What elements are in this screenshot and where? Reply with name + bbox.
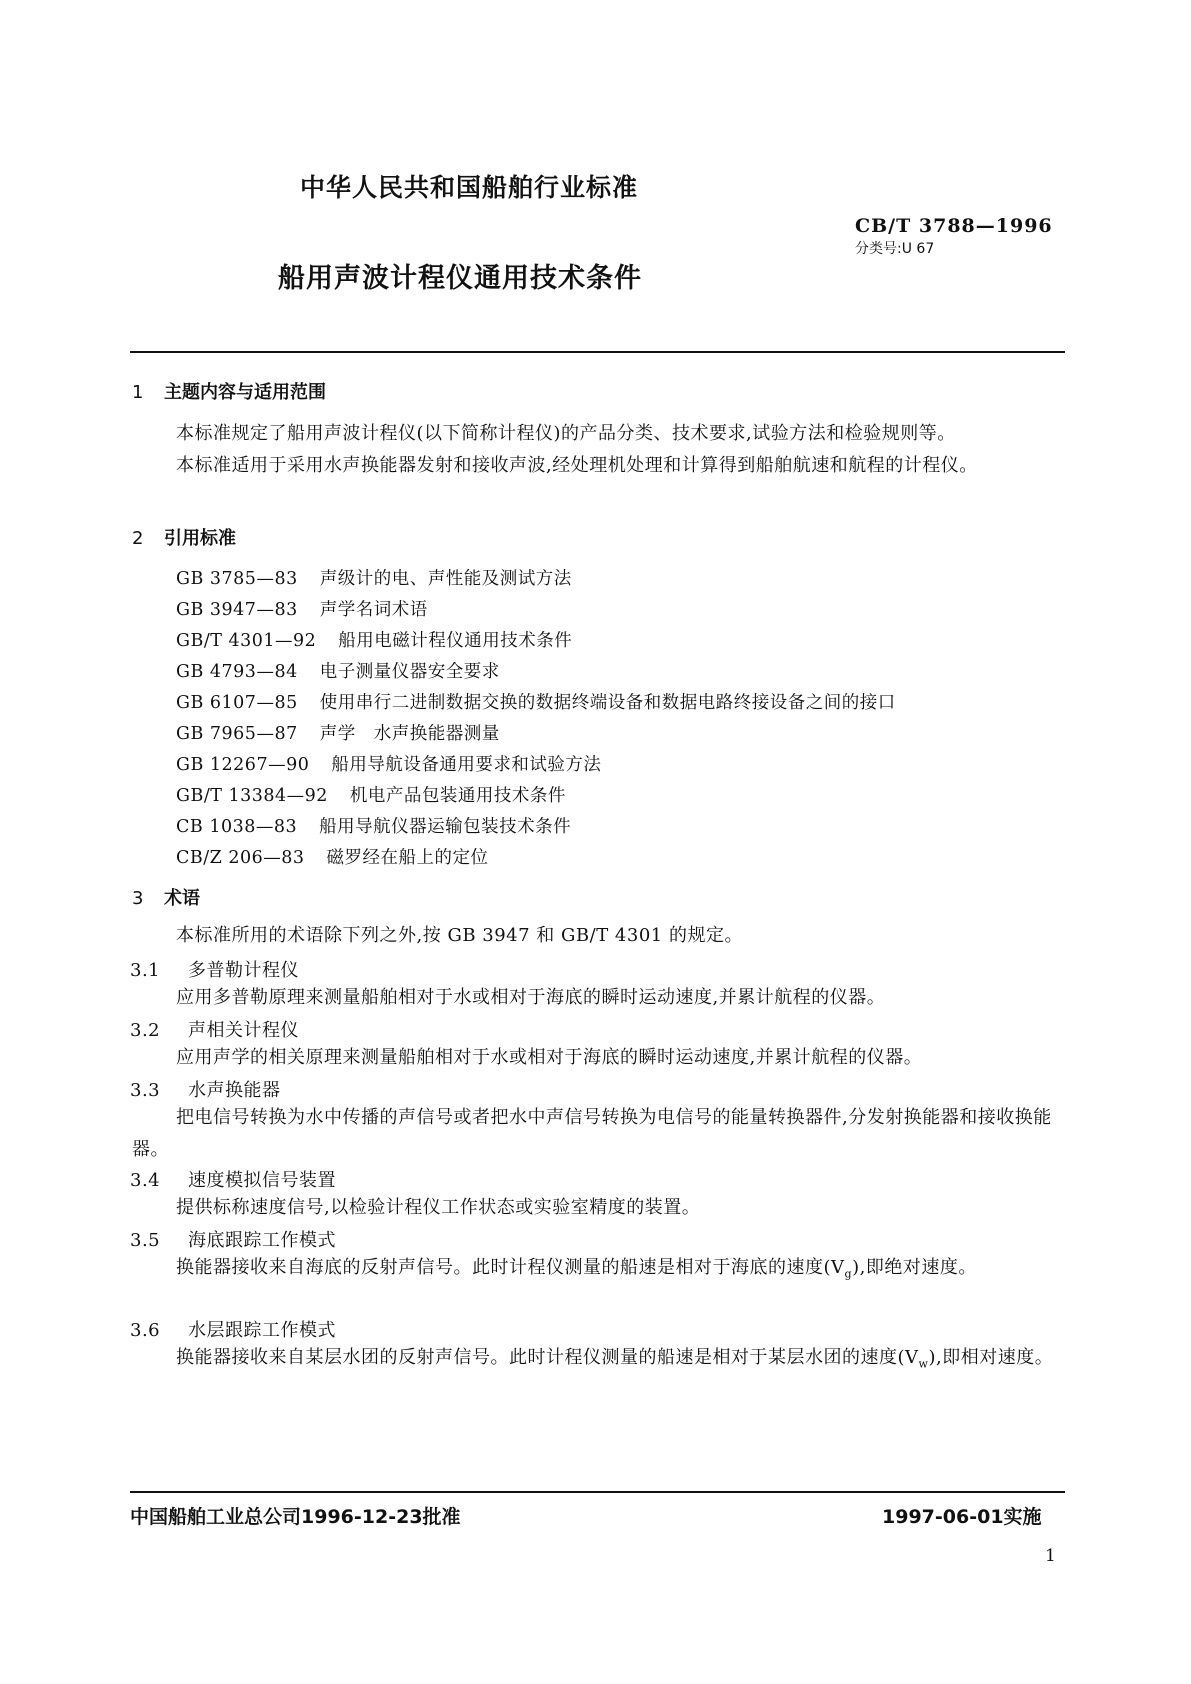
section-title: 术语: [164, 888, 200, 909]
term-number: 3.4: [130, 1170, 161, 1191]
term-definition: 把电信号转换为水中传播的声信号或者把水中声信号转换为电信号的能量转换器件,分发射换能器和接收换能器。: [132, 1107, 1052, 1160]
approval-statement: 中国船舶工业总公司1996-12-23批准: [130, 1506, 461, 1528]
term-heading: [130, 1316, 336, 1342]
term-heading: [130, 956, 299, 982]
term-heading: [130, 1226, 336, 1252]
section-1-paragraph-2: 本标准适用于采用水声换能器发射和接收声波,经处理机处理和计算得到船舶航速和航程的计程仪。: [176, 455, 978, 476]
reference-item: [176, 720, 500, 745]
term-number: 3.6: [130, 1320, 161, 1341]
reference-code: GB/T 13384—92: [176, 786, 328, 806]
term-name: 声相关计程仪: [188, 1020, 299, 1041]
term-heading: [130, 1166, 336, 1192]
section-title: 引用标准: [164, 528, 236, 549]
subscript: g: [844, 1267, 853, 1281]
term-definition: 提供标称速度信号,以检验计程仪工作状态或实验室精度的装置。: [176, 1197, 701, 1218]
classification-number: 分类号:U 67: [855, 241, 935, 257]
reference-item: [176, 689, 896, 714]
reference-title: 磁罗经在船上的定位: [326, 848, 489, 868]
term-heading: [130, 1076, 281, 1102]
reference-item: [176, 658, 500, 683]
page-number: 1: [1045, 1546, 1056, 1566]
term-number: 3.5: [130, 1230, 161, 1251]
section-2-heading: [132, 524, 236, 550]
term-definition: [132, 1342, 1062, 1381]
section-1-heading: [132, 378, 326, 404]
term-definition: 应用声学的相关原理来测量船舶相对于水或相对于海底的瞬时运动速度,并累计航程的仪器。: [176, 1047, 923, 1068]
reference-code: GB 7965—87: [176, 724, 298, 744]
section-3-heading: [132, 884, 200, 910]
reference-item: [176, 844, 489, 869]
term-number: 3.2: [130, 1020, 161, 1041]
term-name: 水声换能器: [188, 1080, 281, 1101]
header-divider: [130, 351, 1065, 353]
standard-code: CB/T 3788—1996: [855, 215, 1053, 237]
reference-title: 声学名词术语: [319, 600, 428, 620]
reference-title: 声级计的电、声性能及测试方法: [319, 569, 572, 589]
reference-title: 声学 水声换能器测量: [319, 724, 500, 744]
reference-code: GB/T 4301—92: [176, 631, 317, 651]
reference-title: 船用导航仪器运输包装技术条件: [319, 817, 572, 837]
definition-text: 换能器接收来自某层水团的反射声信号。此时计程仪测量的船速是相对于某层水团的速度(V: [176, 1347, 919, 1368]
term-number: 3.1: [130, 960, 161, 981]
org-title: 中华人民共和国船舶行业标准: [300, 173, 639, 202]
reference-item: [176, 782, 566, 807]
term-name: 海底跟踪工作模式: [188, 1230, 336, 1251]
section-3-intro: 本标准所用的术语除下列之外,按 GB 3947 和 GB/T 4301 的规定。: [176, 925, 743, 946]
reference-title: 机电产品包装通用技术条件: [349, 786, 566, 806]
reference-item: [176, 627, 572, 652]
section-number: 3: [132, 888, 144, 909]
term-name: 多普勒计程仪: [188, 960, 299, 981]
reference-item: [176, 565, 572, 590]
term-number: 3.3: [130, 1080, 161, 1101]
reference-code: GB 6107—85: [176, 693, 298, 713]
section-title: 主题内容与适用范围: [164, 382, 326, 403]
reference-item: [176, 751, 601, 776]
reference-title: 船用电磁计程仪通用技术条件: [338, 631, 573, 651]
reference-code: CB 1038—83: [176, 817, 298, 837]
term-name: 水层跟踪工作模式: [188, 1320, 336, 1341]
effective-date: 1997-06-01实施: [882, 1506, 1042, 1528]
definition-text: 换能器接收来自海底的反射声信号。此时计程仪测量的船速是相对于海底的速度(V: [176, 1257, 845, 1278]
section-1-paragraph-1: 本标准规定了船用声波计程仪(以下简称计程仪)的产品分类、技术要求,试验方法和检验规则等。: [176, 423, 956, 444]
reference-title: 船用导航设备通用要求和试验方法: [331, 755, 602, 775]
term-heading: [130, 1016, 299, 1042]
term-definition: [132, 1252, 1062, 1291]
document-title: 船用声波计程仪通用技术条件: [278, 263, 642, 294]
subscript: w: [918, 1357, 929, 1371]
term-name: 速度模拟信号装置: [188, 1170, 336, 1191]
definition-text: ),即相对速度。: [928, 1347, 1054, 1368]
reference-item: [176, 596, 428, 621]
term-definition: 应用多普勒原理来测量船舶相对于水或相对于海底的瞬时运动速度,并累计航程的仪器。: [176, 987, 886, 1008]
section-number: 1: [132, 382, 144, 403]
reference-title: 使用串行二进制数据交换的数据终端设备和数据电路终接设备之间的接口: [319, 693, 896, 713]
reference-code: GB 4793—84: [176, 662, 298, 682]
section-number: 2: [132, 528, 144, 549]
definition-text: ),即绝对速度。: [852, 1257, 977, 1278]
footer-divider: [130, 1491, 1065, 1493]
reference-code: GB 12267—90: [176, 755, 310, 775]
reference-title: 电子测量仪器安全要求: [319, 662, 500, 682]
reference-code: GB 3947—83: [176, 600, 298, 620]
reference-code: GB 3785—83: [176, 569, 298, 589]
reference-item: [176, 813, 571, 838]
reference-code: CB/Z 206—83: [176, 848, 305, 868]
